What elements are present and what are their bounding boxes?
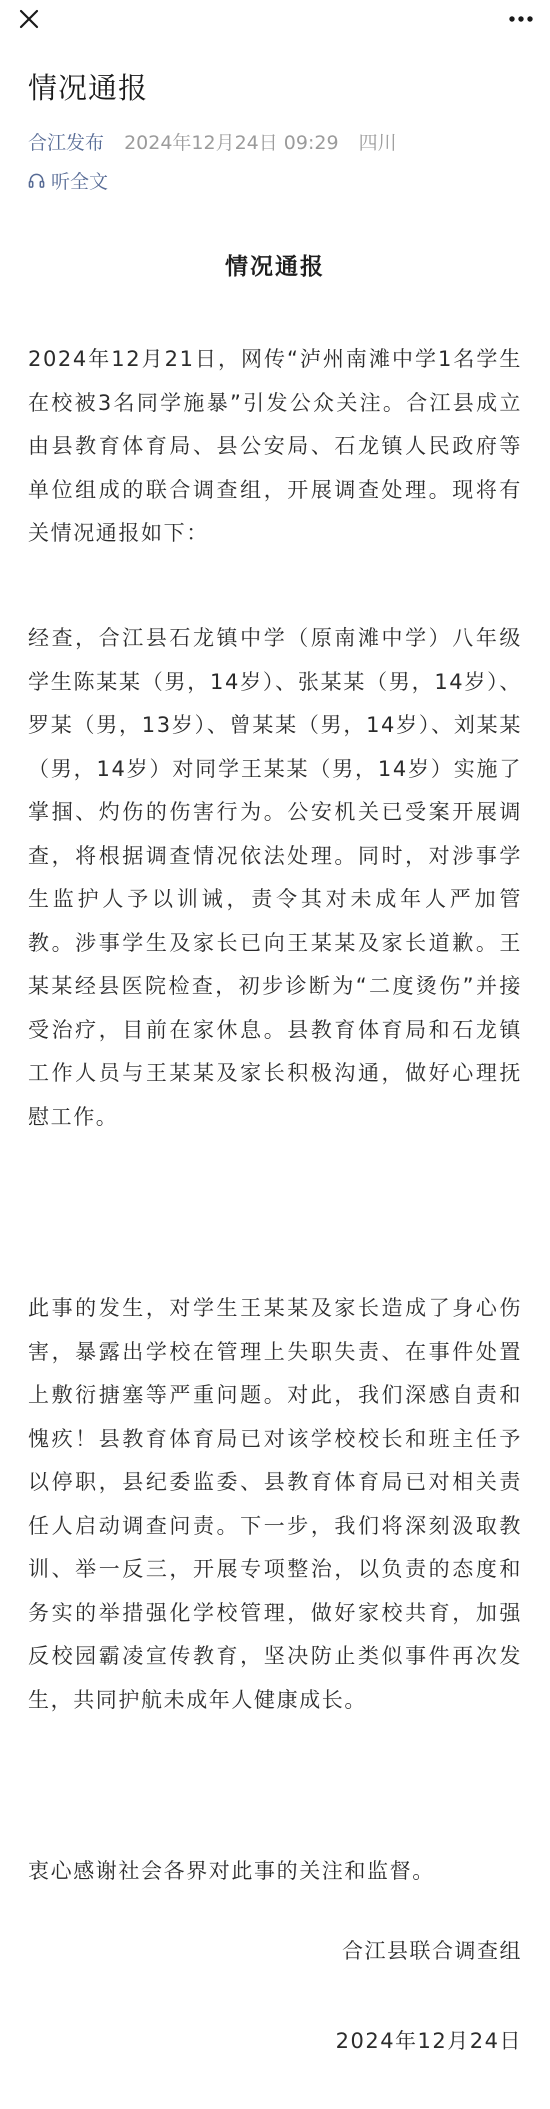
article-meta: [28, 128, 397, 155]
signature-date: 2024年12月24日: [335, 2029, 522, 2053]
publish-datetime: 2024年12月24日 09:29: [124, 132, 339, 154]
article-title: 情况通报: [28, 71, 149, 105]
paragraph-intro: 2024年12月21日，网传“泸州南滩中学1名学生在校被3名同学施暴”引发公众关注。合江县成立由县教育体育局、县公安局、石龙镇人民政府等单位组成的联合调查组，开展调查处理。现将有关情况通报如下：: [28, 347, 522, 545]
top-bar: [0, 0, 550, 40]
listen-label: 听全文: [51, 171, 109, 193]
headphones-icon: [28, 172, 45, 189]
paragraph-accountability: 此事的发生，对学生王某某及家长造成了身心伤害，暴露出学校在管理上失职失责、在事件处置上敷衍搪塞等严重问题。对此，我们深感自责和愧疚！县教育体育局已对该学校校长和班主任予以停职，县纪委监委、县教育体育局已对相关责任人启动调查问责。下一步，我们将深刻汲取教训、举一反三，开展专项整治，以负责的态度和务实的举措强化学校管理，做好家校共育，加强反校园霸凌宣传教育，坚决防止类似事件再次发生，共同护航未成年人健康成长。: [28, 1296, 522, 1712]
account-name-link[interactable]: 合江发布: [28, 132, 105, 154]
signature-organization: 合江县联合调查组: [342, 1939, 522, 1963]
paragraph-findings: 经查，合江县石龙镇中学（原南滩中学）八年级学生陈某某（男，14岁）、张某某（男，14岁）、罗某（男，13岁）、曾某某（男，14岁）、刘某某（男，14岁）对同学王某某（男，14岁）实施了掌掴、灼伤的伤害行为。公安机关已受案开展调查，将根据调查情况依法处理。同时，对涉事学生监护人予以训诫，责令其对未成年人严加管教。涉事学生及家长已向王某某及家长道歉。王某某经县医院检查，初步诊断为“二度烫伤”并接受治疗，目前在家休息。县教育体育局和石龙镇工作人员与王某某及家长积极沟通，做好心理抚慰工作。: [28, 626, 522, 1129]
more-button[interactable]: [504, 4, 538, 34]
more-dots-icon: [508, 15, 534, 23]
close-button[interactable]: [14, 4, 44, 34]
paragraph-thanks: 衷心感谢社会各界对此事的关注和监督。: [28, 1859, 435, 1883]
notice-heading: 情况通报: [225, 254, 325, 280]
listen-full-text-button[interactable]: [28, 167, 108, 194]
close-icon: [18, 8, 40, 30]
publish-location: 四川: [358, 132, 397, 154]
